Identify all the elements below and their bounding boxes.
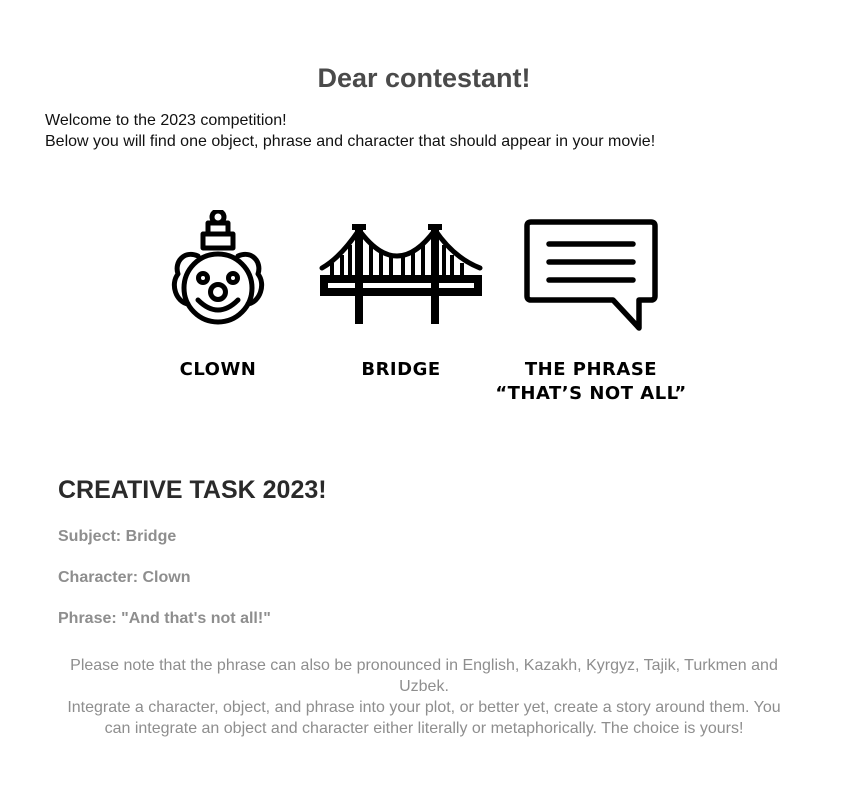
- instruction-text: Below you will find one object, phrase and character that should appear in your movie!: [45, 133, 656, 150]
- speech-bubble-icon: [521, 210, 661, 332]
- clown-label-text: CLOWN: [179, 359, 257, 380]
- bridge-label-text: BRIDGE: [361, 359, 441, 380]
- phrase-label-line-2: “THAT’S NOT ALL”: [495, 383, 687, 404]
- bridge-item: [306, 210, 496, 382]
- clown-label: [148, 358, 288, 382]
- phrase-text: Phrase: "And that's not all!": [58, 610, 271, 627]
- subject-text: Subject: Bridge: [58, 528, 177, 545]
- integration-note: Integrate a character, object, and phrase into your plot, or better yet, create a story around them. You can integrate an object and character either literally or metaphorically. The choice is yours!: [67, 699, 781, 737]
- phrase-label: [486, 358, 696, 406]
- character-text: Character: Clown: [58, 569, 191, 586]
- page-title: Dear contestant!: [317, 63, 531, 93]
- creative-task-heading: CREATIVE TASK 2023!: [58, 476, 327, 504]
- bridge-label: [306, 358, 496, 382]
- language-note: Please note that the phrase can also be pronounced in English, Kazakh, Kyrgyz, Tajik, Turkmen and Uzbek.: [70, 657, 778, 695]
- clown-icon: [168, 210, 268, 335]
- task-icons: [0, 210, 848, 420]
- phrase-label-line-1: THE PHRASE: [524, 359, 658, 380]
- phrase-item: [486, 210, 696, 406]
- instructions-note: [58, 655, 790, 739]
- bridge-icon: [318, 210, 484, 330]
- welcome-text: Welcome to the 2023 competition!: [45, 112, 287, 129]
- intro-text: [45, 110, 655, 152]
- clown-item: [148, 210, 288, 382]
